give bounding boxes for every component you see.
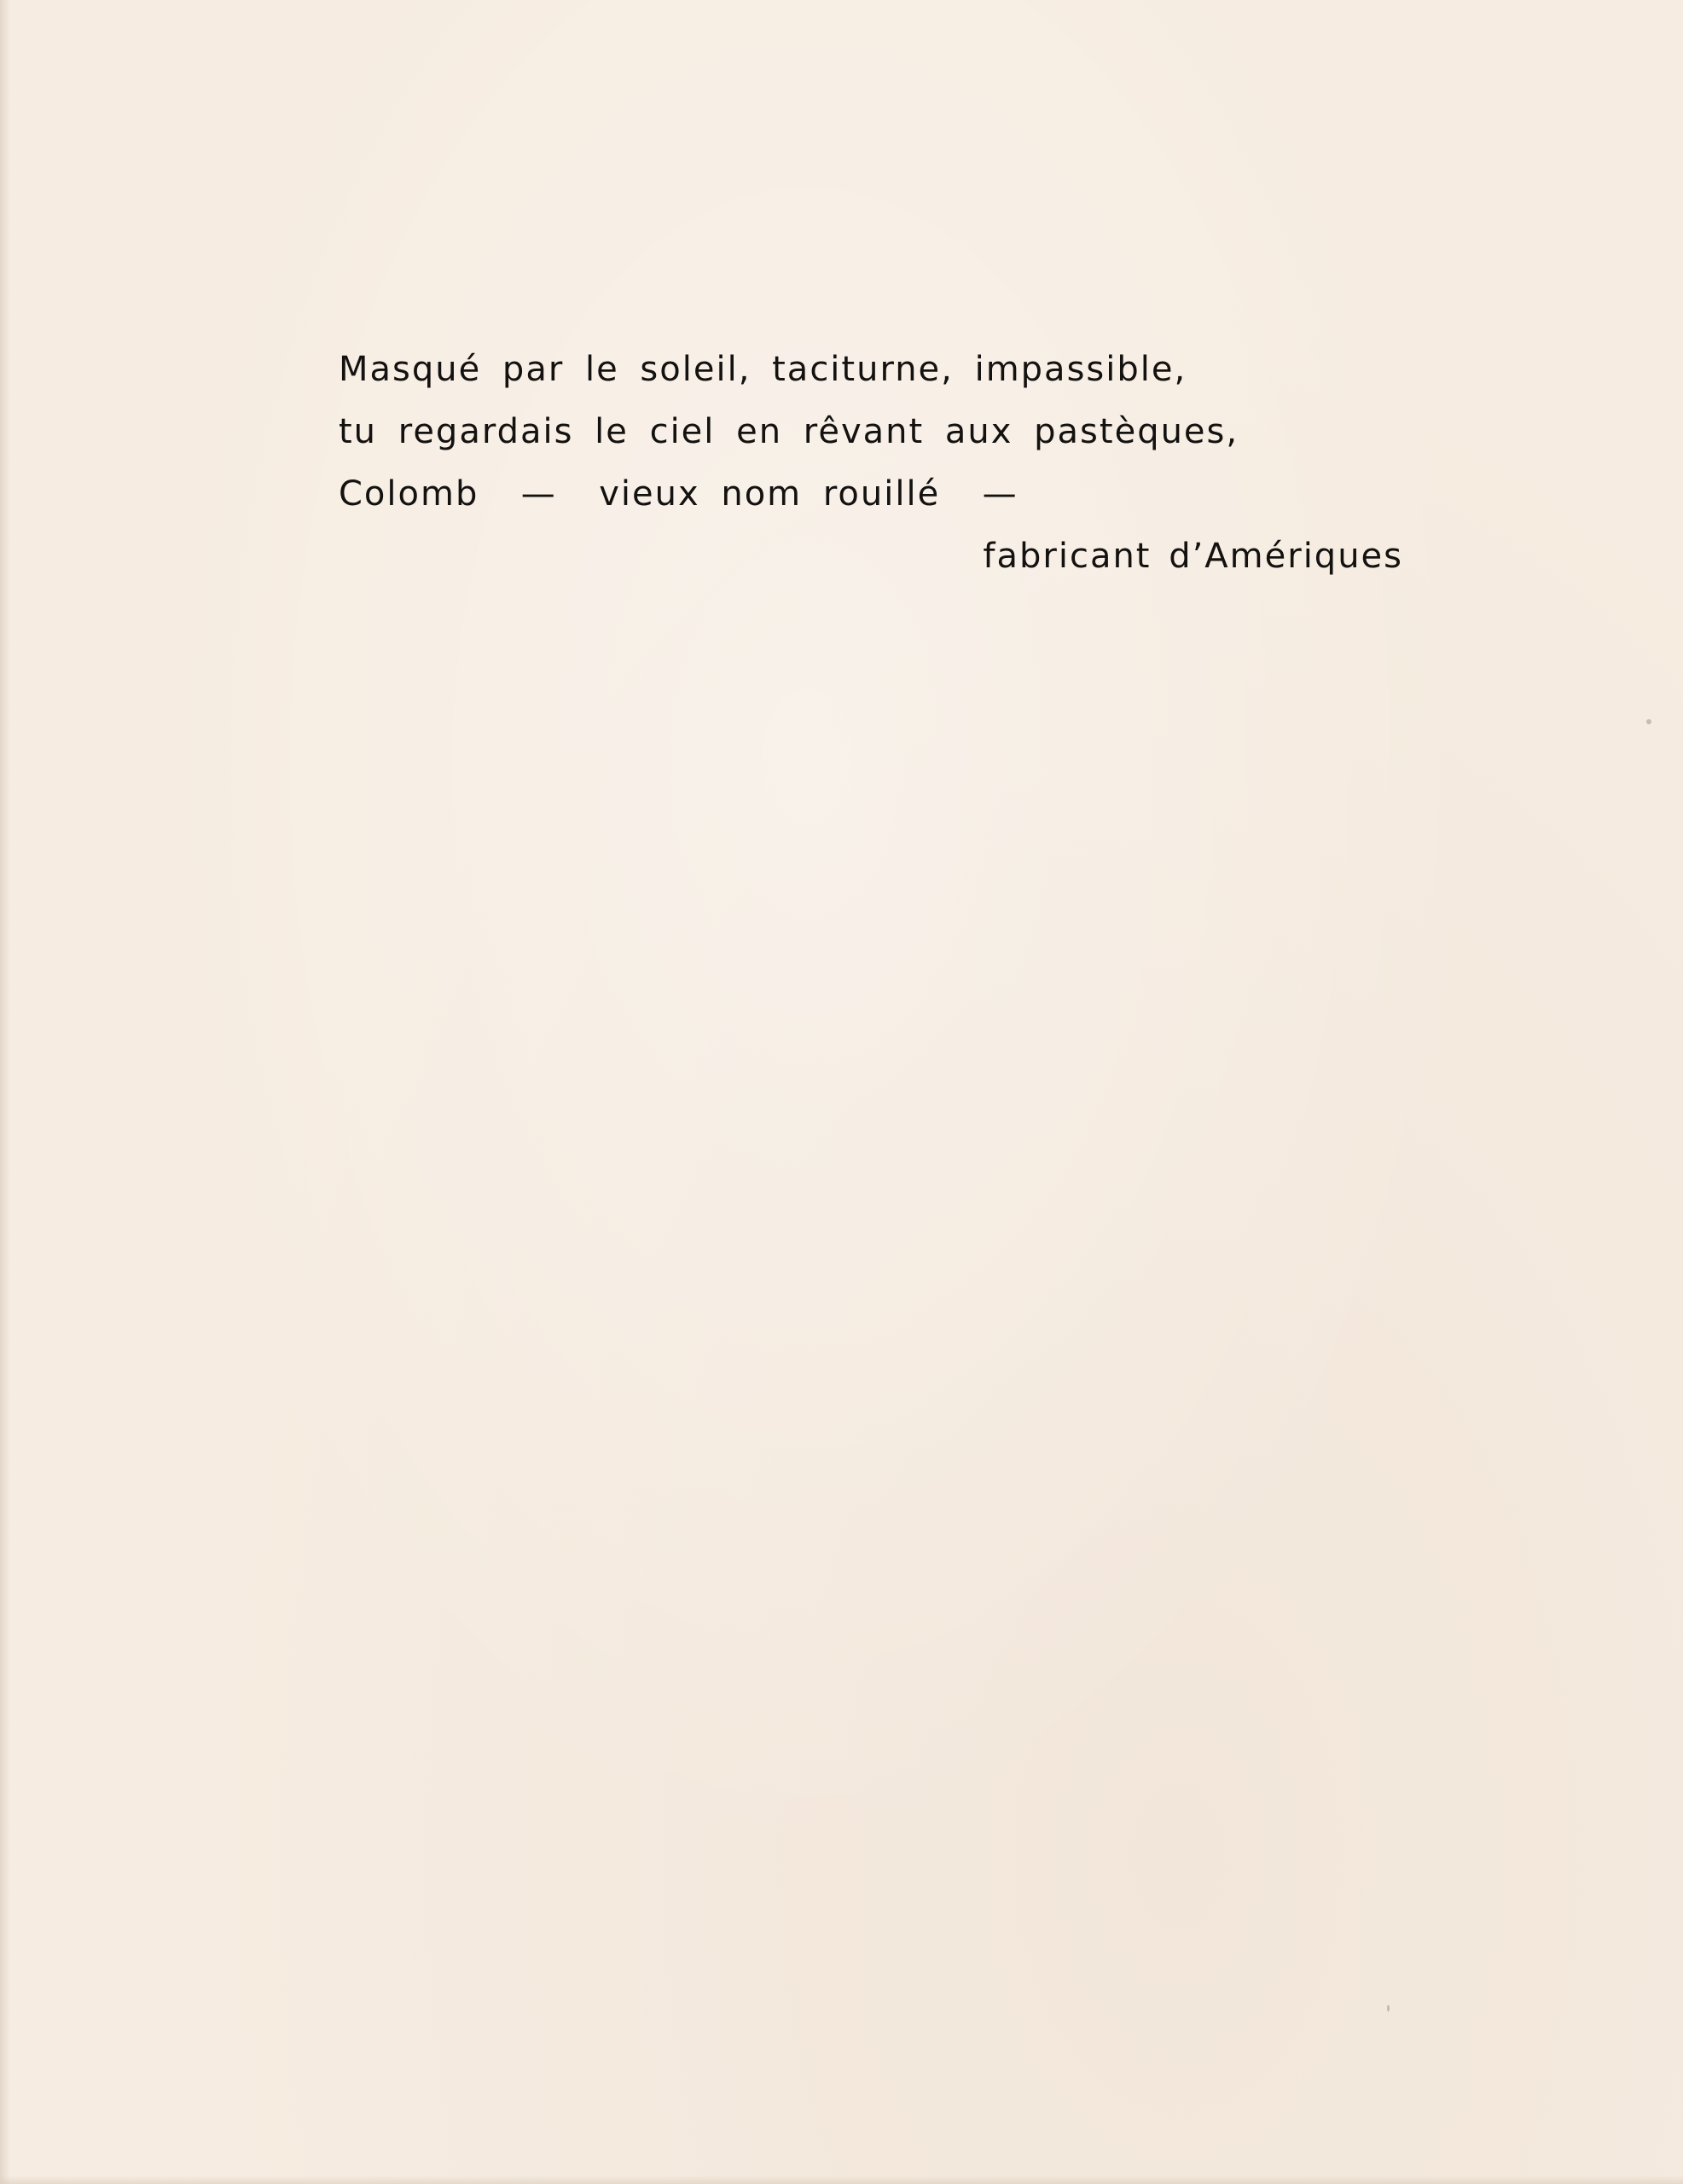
poem-line-2: tu regardais le ciel en rêvant aux pastèques, [339,412,1239,451]
poem-line-1: Masqué par le soleil, taciturne, impassible, [339,350,1187,389]
poem-stanza [339,339,1439,588]
paper-edge-left [0,0,10,2184]
paper-speck [1646,719,1651,724]
poem-line-4: fabricant d’Amériques [983,537,1403,576]
paper-edge-bottom [0,2175,1683,2184]
paper-speck [1387,2005,1390,2012]
poem-line-3: Colomb — vieux nom rouillé — [339,474,1019,514]
